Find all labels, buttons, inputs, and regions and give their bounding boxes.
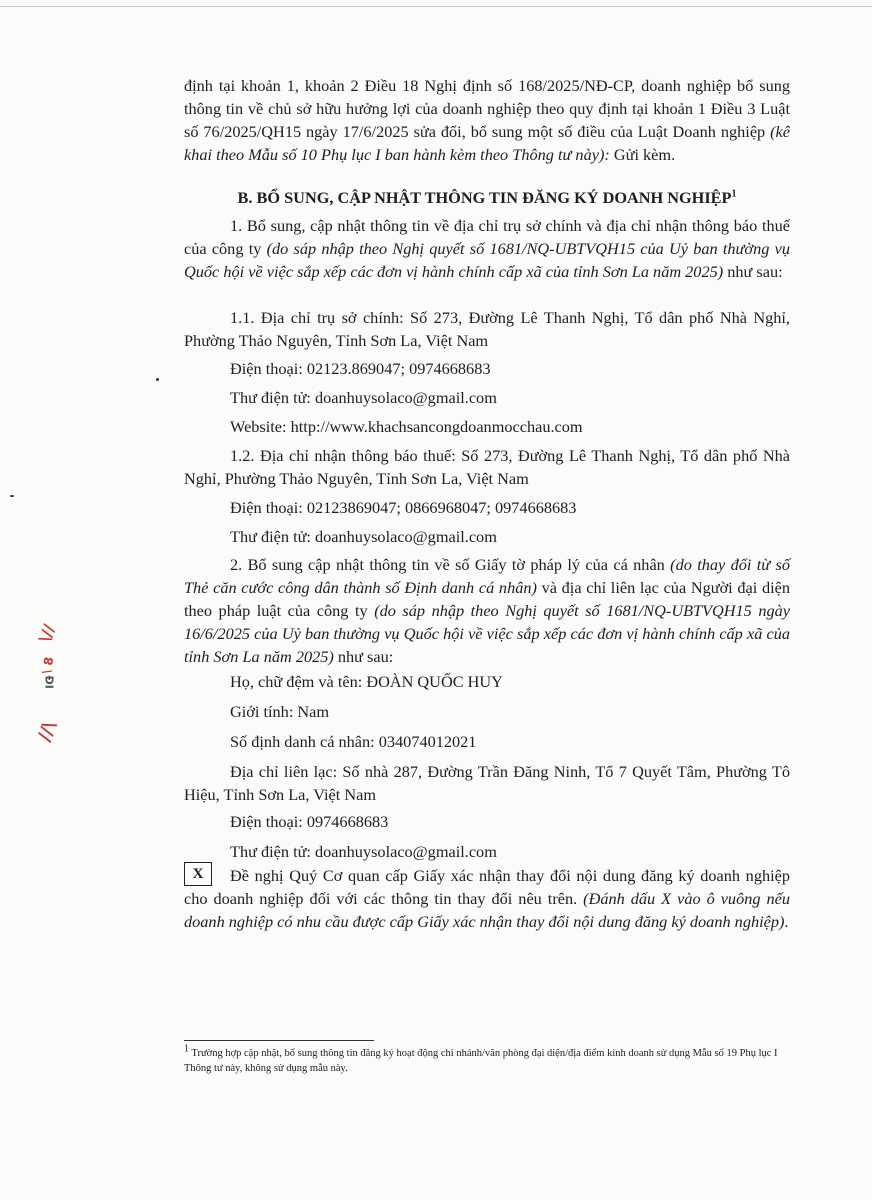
stamp-mark-top: \//	[34, 621, 59, 645]
tax-notice-address: 1.2. Địa chỉ nhận thông báo thuế: Số 273, Đường Lê Thanh Nghị, Tổ dân phố Nhà Nghỉ, Phường Thảo Nguyên, Tỉnh Sơn La, Việt Nam	[184, 446, 790, 488]
head-office-address: 1.1. Địa chỉ trụ sở chính: Số 273, Đường Lê Thanh Nghị, Tổ dân phố Nhà Nghỉ, Phường Thảo Nguyên, Tỉnh Sơn La, Việt Nam	[184, 308, 790, 350]
footnote: $^1$ Trường hợp cập nhật, bổ sung thông tin đăng ký hoạt động chi nhánh/văn phòng đại diện/địa điểm kinh doanh sử dụng Mẫu số 19 Phụ lục I Thông tư này, không sử dụng mẫu này.	[184, 1043, 778, 1074]
head-office-phone: Điện thoại: 02123.869047; 0974668683	[230, 359, 491, 378]
footnote-ref[interactable]: 1	[731, 188, 737, 200]
section-b-heading: B. BỔ SUNG, CẬP NHẬT THÔNG TIN ĐĂNG KÝ DOANH NGHIỆP$^1$	[237, 188, 737, 207]
footnote-divider	[184, 1040, 374, 1041]
intro-paragraph: định tại khoản 1, khoản 2 Điều 18 Nghị định số 168/2025/NĐ-CP, doanh nghiệp bổ sung thông tin về chủ sở hữu hưởng lợi của doanh nghiệp theo quy định tại khoản 1 Điều 3 Luật số 76/2025/QH15 ngày 17/6/2025 sửa đổi, bổ sung một số điều của Luật Doanh nghiệp (kê khai theo Mẫu số 10 Phụ lục I ban hành kèm theo Thông tư này): Gửi kèm.	[184, 76, 790, 164]
person-gender: Giới tính: Nam	[230, 702, 330, 721]
stamp-mark-bottom: //\	[34, 718, 61, 745]
head-office-website: Website: http://www.khachsancongdoanmocchau.com	[230, 417, 583, 436]
person-contact-address: Địa chỉ liên lạc: Số nhà 287, Đường Trần Đăng Ninh, Tổ 7 Quyết Tâm, Phường Tô Hiệu, Tỉnh Sơn La, Việt Nam	[184, 762, 790, 804]
tax-notice-phone: Điện thoại: 02123869047; 0866968047; 0974668683	[230, 498, 577, 517]
person-phone: Điện thoại: 0974668683	[230, 812, 389, 831]
request-checkbox[interactable]: X	[184, 862, 212, 886]
person-id-number: Số định danh cá nhân: 034074012021	[230, 732, 477, 751]
request-paragraph: Đề nghị Quý Cơ quan cấp Giấy xác nhận thay đổi nội dung đăng ký doanh nghiệp cho doanh nghiệp đối với các thông tin thay đổi nêu trên. (Đánh dấu X vào ô vuông nếu doanh nghiệp có nhu cầu được cấp Giấy xác nhận thay đổi nội dung đăng ký doanh nghiệp).	[184, 866, 790, 931]
scan-speck	[156, 378, 159, 381]
scan-speck-2	[10, 495, 14, 497]
person-email: Thư điện tử: doanhuysolaco@gmail.com	[230, 842, 497, 861]
item-1-paragraph: 1. Bổ sung, cập nhật thông tin về địa chỉ trụ sở chính và địa chỉ nhận thông báo thuế của công ty (do sáp nhập theo Nghị quyết số 1681/NQ-UBTVQH15 của Uỷ ban thường vụ Quốc hội về việc sắp xếp các đơn vị hành chính cấp xã của tỉnh Sơn La năm 2025) như sau:	[184, 216, 790, 281]
scan-top-edge	[0, 6, 872, 7]
person-name: Họ, chữ đệm và tên: ĐOÀN QUỐC HUY	[230, 672, 503, 691]
tax-notice-email: Thư điện tử: doanhuysolaco@gmail.com	[230, 527, 497, 546]
stamp-mark-text: ĐI	[42, 675, 56, 689]
item-2-paragraph: 2. Bổ sung cập nhật thông tin về số Giấy tờ pháp lý của cá nhân (do thay đổi từ số Thẻ căn cước công dân thành số Định danh cá nhân) và địa chỉ liên lạc của Người đại diện theo pháp luật của công ty (do sáp nhập theo Nghị quyết số 1681/NQ-UBTVQH15 ngày 16/6/2025 của Uỷ ban thường vụ Quốc hội về việc sắp xếp các đơn vị hành chính cấp xã của tỉnh Sơn La năm 2025) như sau:	[184, 555, 791, 666]
stamp-mark-mid: \ 8	[39, 655, 57, 675]
head-office-email: Thư điện tử: doanhuysolaco@gmail.com	[230, 388, 497, 407]
